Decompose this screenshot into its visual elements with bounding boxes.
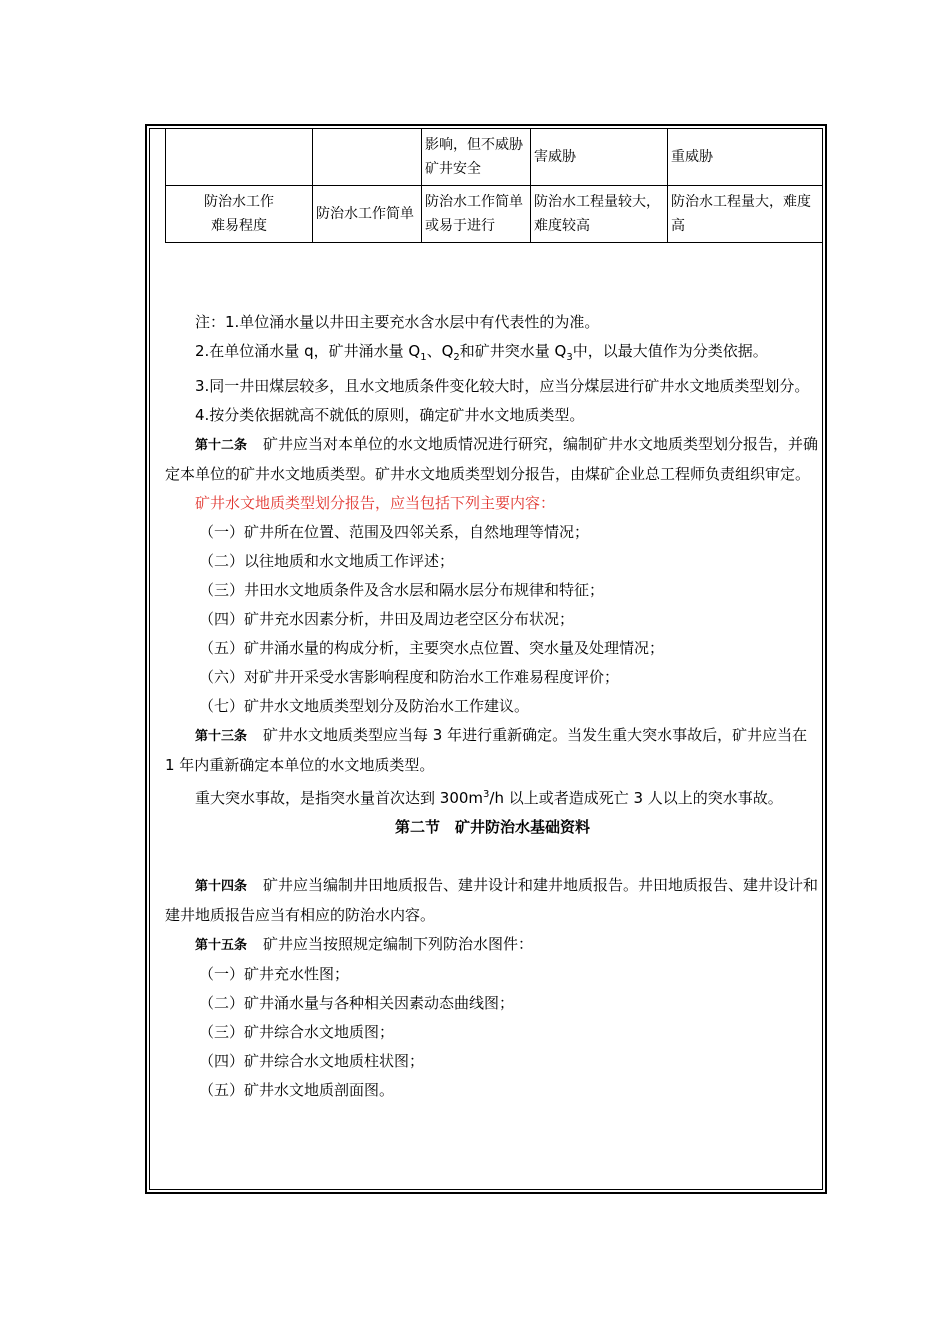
note-2: 2.在单位涌水量 q，矿井涌水量 $Q_1$、$Q_2$和矿井突水量 $Q_3$中，以最大值作为分类依据。 [195,342,768,363]
table-cell: 防治水工程量大，难度高 [668,186,823,243]
article-14: 第十四条 矿井应当编制井田地质报告、建井设计和建井地质报告。井田地质报告、建井设计和建井地质报告应当有相应的防治水内容。 [165,876,819,924]
section-heading: 第二节 矿井防治水基础资料 [394,818,590,836]
list-item: （六）对矿井开采受水害影响程度和防治水工作难易程度评价； [199,668,620,686]
row-header-line2: 难易程度 [211,218,267,234]
table-cell [166,129,313,186]
report-intro: 矿井水文地质类型划分报告，应当包括下列主要内容： [195,494,556,512]
list-item: （四）矿井综合水文地质柱状图； [199,1052,425,1070]
note-4: 4.按分类依据就高不就低的原则，确定矿井水文地质类型。 [195,406,585,424]
table-cell: 影响，但不威胁矿井安全 [422,129,531,186]
table-row-header [166,186,313,243]
list-item: （二）矿井涌水量与各种相关因素动态曲线图； [199,994,515,1012]
table-cell: 防治水工作简单或易于进行 [422,186,531,243]
list-item: （三）井田水文地质条件及含水层和隔水层分布规律和特征； [199,581,605,599]
classification-table [165,128,823,243]
document-body [165,308,820,1105]
table-cell: 防治水工程量较大，难度较高 [531,186,668,243]
list-item: （五）矿井涌水量的构成分析，主要突水点位置、突水量及处理情况； [199,639,665,657]
article-15: 第十五条 矿井应当按照规定编制下列防治水图件： [195,935,534,953]
article-label: 第十五条 [195,938,248,953]
table-cell: 防治水工作简单 [313,186,422,243]
list-item: （四）矿井充水因素分析，井田及周边老空区分布状况； [199,610,575,628]
table-cell: 害威胁 [531,129,668,186]
note-3: 3.同一井田煤层较多，且水文地质条件变化较大时，应当分煤层进行矿井水文地质类型划分。 [195,377,810,395]
table-row [166,186,823,243]
list-item: （三）矿井综合水文地质图； [199,1023,395,1041]
list-item: （二）以往地质和水文地质工作评述； [199,552,455,570]
major-accident-def: 重大突水事故，是指突水量首次达到 $300m^3/h$ 以上或者造成死亡 3 人以上的突水事故。 [195,789,783,807]
list-item: （五）矿井水文地质剖面图。 [199,1081,395,1099]
article-12: 第十二条 矿井应当对本单位的水文地质情况进行研究，编制矿井水文地质类型划分报告，并确定本单位的矿井水文地质类型。矿井水文地质类型划分报告，由煤矿企业总工程师负责组织审定。 [165,435,819,483]
row-header-line1: 防治水工作 [204,194,274,210]
list-item: （一）矿井充水性图； [199,965,350,983]
article-13: 第十三条 矿井水文地质类型应当每 3 年进行重新确定。当发生重大突水事故后，矿井应当在 1 年内重新确定本单位的水文地质类型。 [165,726,808,774]
list-item: （一）矿井所在位置、范围及四邻关系，自然地理等情况； [199,523,590,541]
article-label: 第十四条 [195,879,248,894]
note-1: 注：1.单位涌水量以井田主要充水含水层中有代表性的为准。 [195,313,600,331]
table-cell: 重威胁 [668,129,823,186]
list-item: （七）矿井水文地质类型划分及防治水工作建议。 [199,697,530,715]
table-cell [313,129,422,186]
table-row [166,129,823,186]
article-label: 第十三条 [195,729,248,744]
article-label: 第十二条 [195,438,248,453]
